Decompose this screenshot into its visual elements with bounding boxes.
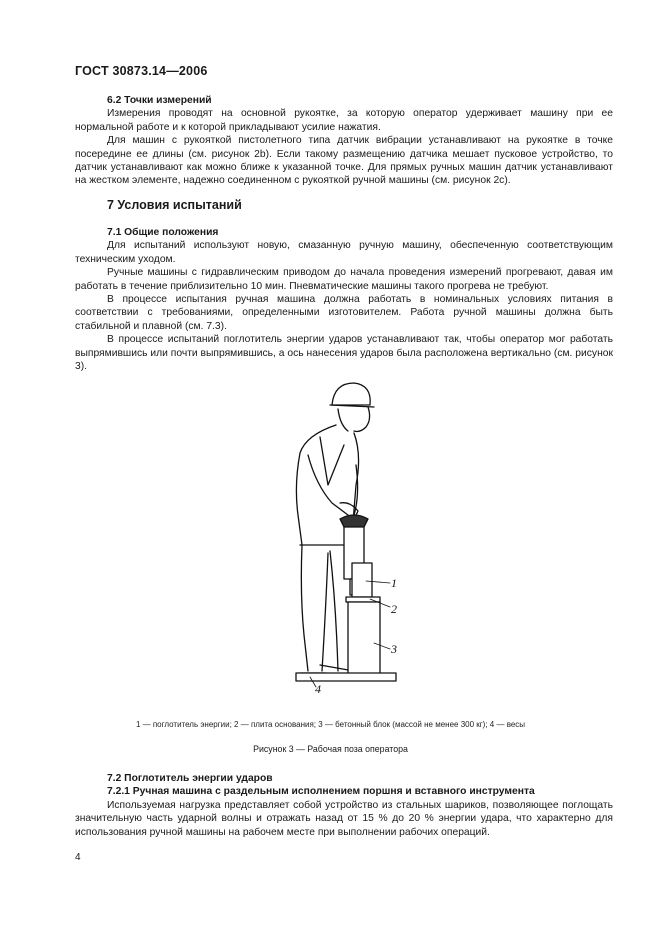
figure-label-4: 4 [315, 682, 321, 695]
paragraph: Для испытаний используют новую, смазанную ручную машину, обеспеченную соответствующим техническим уходом. [75, 240, 613, 265]
section-7-2-1-title: 7.2.1 Ручная машина с раздельным исполнением поршня и вставного инструмента [107, 786, 535, 798]
paragraph: Измерения проводят на основной рукоятке, за которую оператор удерживает машину при ее нормальной работе и к которой прикладывают усилие нажатия. [75, 108, 613, 133]
section-7-1 [75, 226, 613, 373]
paragraph: Ручные машины с гидравлическим приводом до начала проведения измерений прогревают, давая им работать в течение приблизительно 10 мин. Пневматические машины такого прогрева не требуют. [75, 267, 613, 292]
section-7-title: 7 Условия испытаний [107, 198, 242, 212]
paragraph: Используемая нагрузка представляет собой устройство из стальных шариков, позволяющее поглощать значительную часть ударной волны и отражать назад от 15 % до 20 % энергии удара, что характерно для использования ручной машины на рабочем месте при выполнении рабочих операций. [75, 799, 613, 838]
section-6-2 [75, 94, 613, 188]
figure-label-2: 2 [391, 602, 397, 616]
figure-legend: 1 — поглотитель энергии; 2 — плита основания; 3 — бетонный блок (массой не менее 300 кг); 4 — весы [135, 720, 526, 729]
section-7-2-title: 7.2 Поглотитель энергии ударов [107, 773, 273, 784]
figure-caption: Рисунок 3 — Рабочая поза оператора [253, 744, 408, 754]
paragraph: В процессе испытаний поглотитель энергии ударов устанавливают так, чтобы оператор мог работать выпрямившись или почти выпрямившись, а ось нанесения ударов была расположена вертикально (см. рисунок 3). [75, 334, 613, 373]
section-7-2 [75, 772, 613, 839]
document-header: ГОСТ 30873.14—2006 [75, 64, 208, 78]
page-number: 4 [75, 852, 81, 863]
figure-label-1: 1 [391, 576, 397, 590]
operator-posture-figure [270, 375, 430, 695]
section-7-1-title: 7.1 Общие положения [107, 227, 219, 238]
paragraph: В процессе испытания ручная машина должна работать в номинальных условиях питания в соответствии с требованиями, определенными изготовителем. Работа ручной машины должна быть стабильной и плавной (см. 7.3). [75, 294, 613, 332]
figure-label-3: 3 [391, 642, 397, 656]
section-6-2-title: 6.2 Точки измерений [107, 95, 212, 106]
paragraph: Для машин с рукояткой пистолетного типа датчик вибрации устанавливают на рукоятке в точке посередине ее длины (см. рисунок 2b). Если такому размещению датчика мешает пусковое устройство, то датчик устанавливают как можно ближе к указанной точке. Для прямых ручных машин датчик устанавливают на жестком элементе, надежно соединенном с рукояткой ручной машины (см. рисунок 2с). [75, 135, 613, 187]
